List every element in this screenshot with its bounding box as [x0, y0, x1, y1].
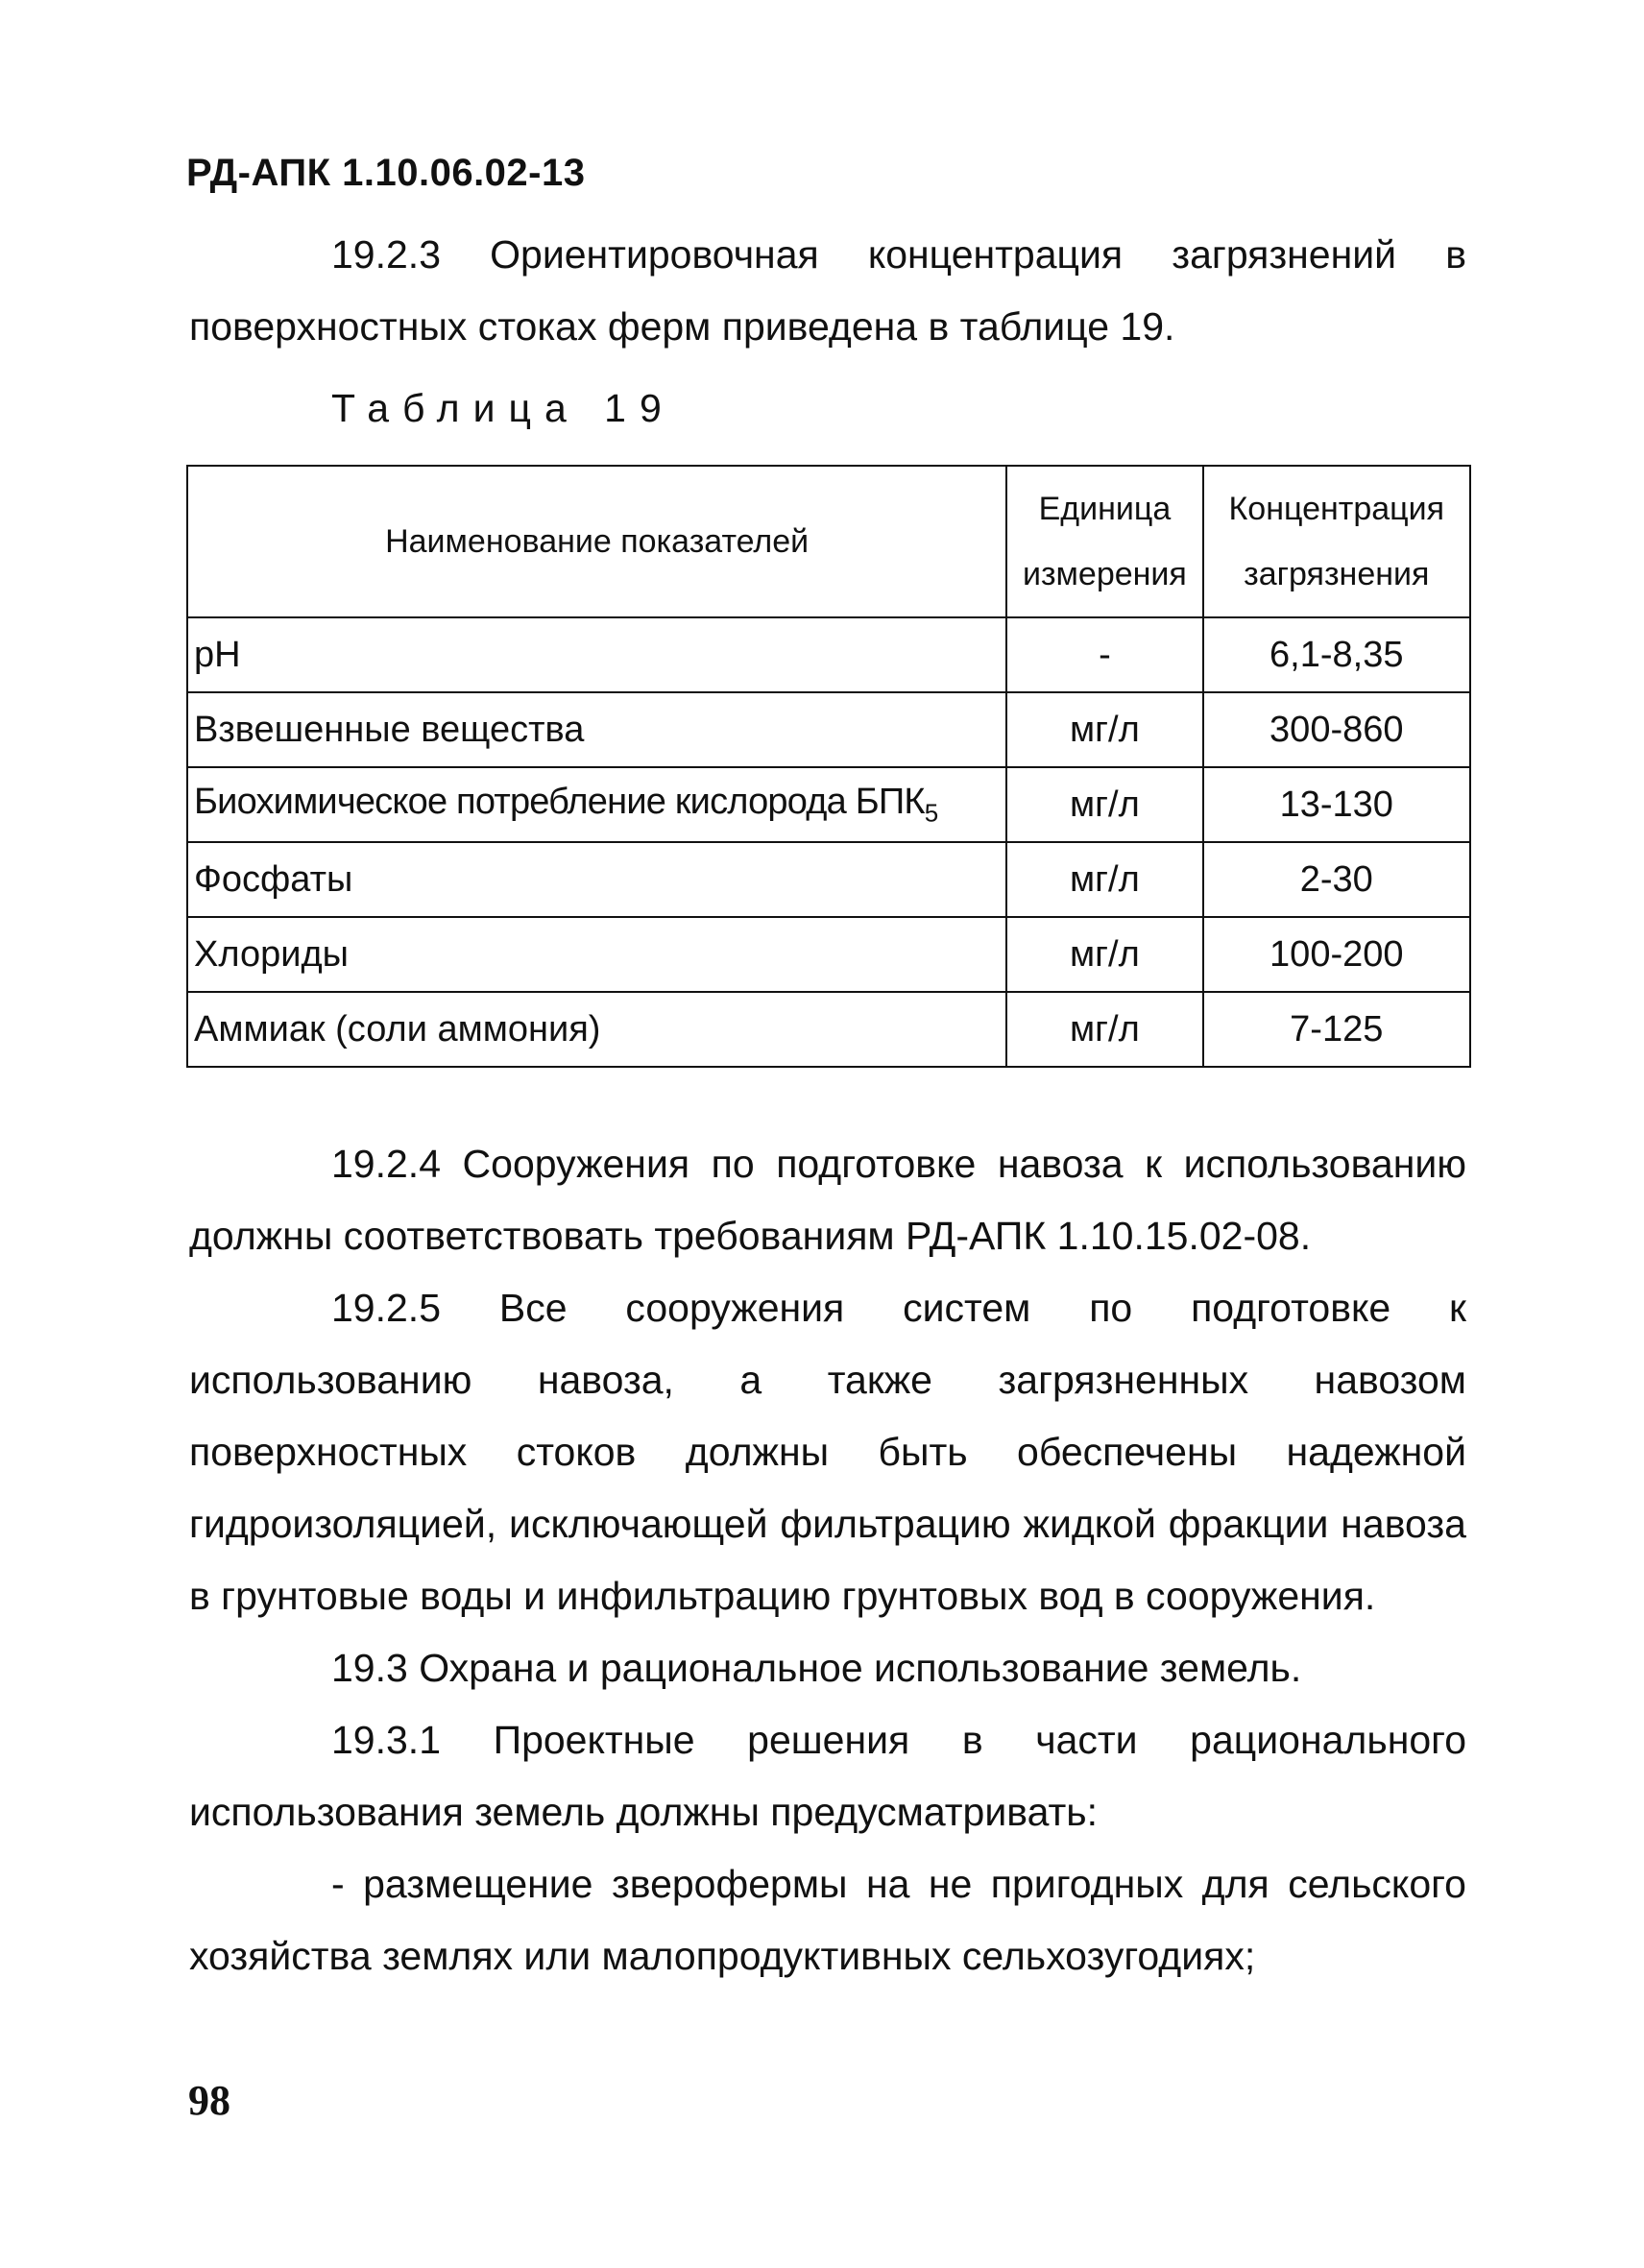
table-row [187, 767, 1470, 842]
indicator-name [187, 767, 1006, 842]
concentration-cell: 300-860 [1203, 692, 1470, 767]
table-row [187, 842, 1470, 917]
header-concentration: Концентрация загрязнения [1203, 466, 1470, 617]
paragraph-list-item: - размещение зверофермы на не пригодных для сельского хозяйства землях или малопродуктивных сельхозугодиях; [189, 1862, 1466, 1978]
concentration-cell: 2-30 [1203, 842, 1470, 917]
header-unit: Единица измерения [1006, 466, 1202, 617]
header-indicator-name: Наименование показателей [187, 466, 1006, 617]
paragraph-19-3-1: 19.3.1 Проектные решения в части рационального использования земель должны предусматривать: [189, 1718, 1466, 1834]
concentration-cell: 13-130 [1203, 767, 1470, 842]
unit-cell: мг/л [1006, 842, 1202, 917]
table-header-row [187, 466, 1470, 617]
concentration-cell: 6,1-8,35 [1203, 617, 1470, 692]
unit-cell: - [1006, 617, 1202, 692]
table-caption: Таблица 19 [331, 386, 675, 430]
table-row [187, 917, 1470, 992]
indicator-name: Хлориды [187, 917, 1006, 992]
paragraph-19-2-4: 19.2.4 Сооружения по подготовке навоза к использованию должны соответствовать требованиям РД-АПК 1.10.15.02-08. [189, 1142, 1466, 1258]
paragraph-19-3: 19.3 Охрана и рациональное использование земель. [331, 1646, 1302, 1690]
indicator-name: Взвешенные вещества [187, 692, 1006, 767]
unit-cell: мг/л [1006, 992, 1202, 1067]
table-row [187, 617, 1470, 692]
indicator-name: pH [187, 617, 1006, 692]
concentration-cell: 7-125 [1203, 992, 1470, 1067]
pollution-concentration-table [186, 465, 1471, 1068]
page-number: 98 [188, 2077, 230, 2124]
unit-cell: мг/л [1006, 767, 1202, 842]
table-row [187, 992, 1470, 1067]
indicator-name-text: Биохимическое потребление кислорода БПК [194, 781, 925, 822]
indicator-name: Аммиак (соли аммония) [187, 992, 1006, 1067]
unit-cell: мг/л [1006, 692, 1202, 767]
document-code: РД-АПК 1.10.06.02-13 [186, 152, 586, 194]
concentration-cell: 100-200 [1203, 917, 1470, 992]
paragraph-19-2-5: 19.2.5 Все сооружения систем по подготовке к использованию навоза, а также загрязненных навозом поверхностных стоков должны быть обеспечены надежной гидроизоляцией, исключающей фильтрацию жидкой фракции навоза в грунтовые воды и инфильтрацию грунтовых вод в сооружения. [189, 1286, 1466, 1618]
indicator-name: Фосфаты [187, 842, 1006, 917]
indicator-name-subscript: 5 [924, 798, 938, 828]
paragraph-19-2-3: 19.2.3 Ориентировочная концентрация загрязнений в поверхностных стоках ферм приведена в таблице 19. [189, 232, 1466, 349]
unit-cell: мг/л [1006, 917, 1202, 992]
table-row [187, 692, 1470, 767]
